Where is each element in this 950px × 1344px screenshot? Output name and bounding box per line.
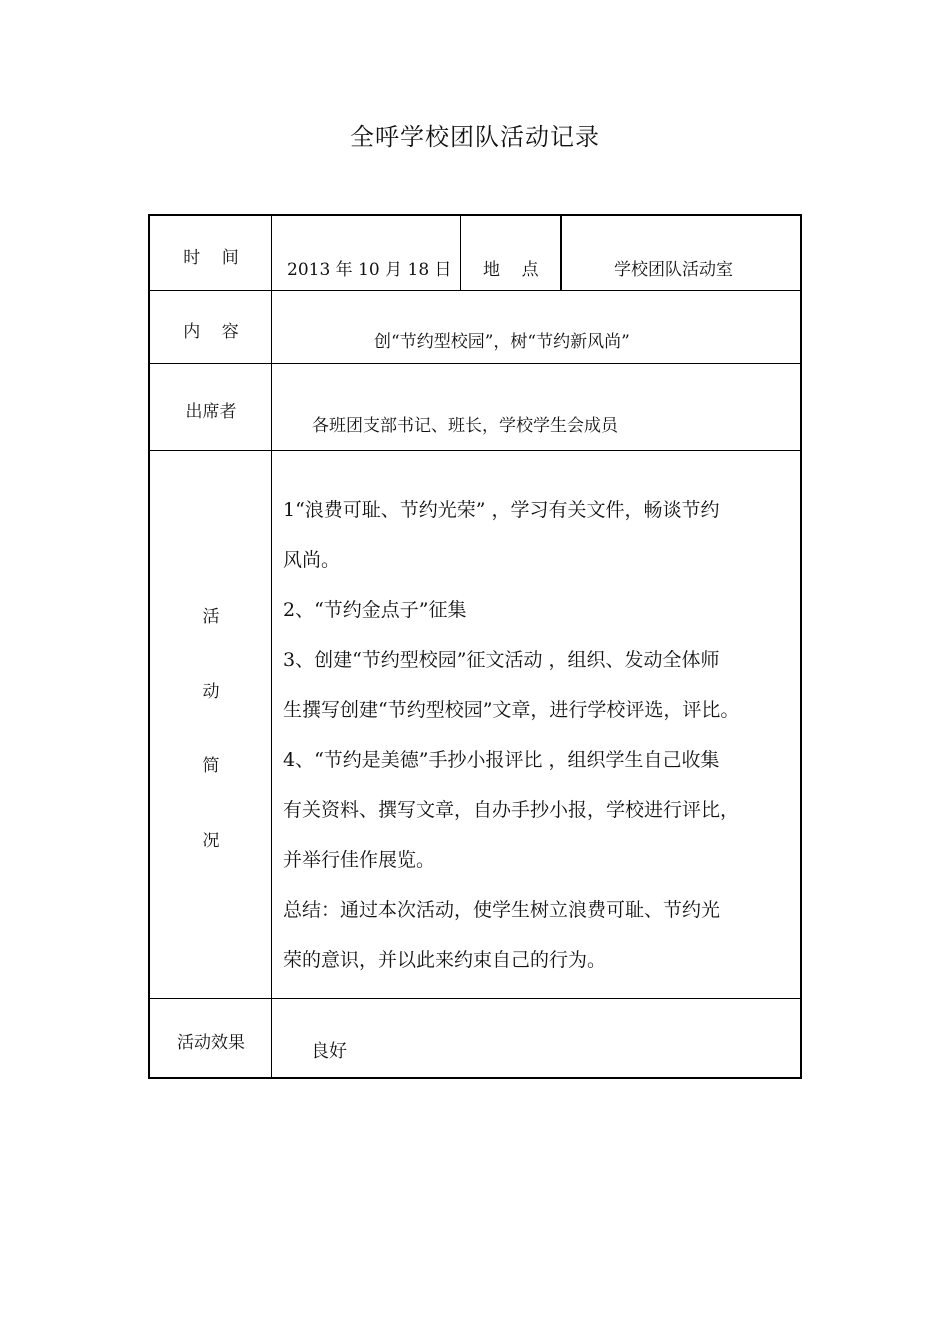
summary-body: [283, 490, 798, 990]
label-column-divider: [271, 214, 272, 1079]
summary-line: 4、“节约是美德”手抄小报评比 ，组织学生自己收集: [283, 749, 720, 771]
row-divider-2: [148, 363, 802, 364]
summary-label-char: 简: [202, 756, 220, 776]
summary-label-char: 动: [202, 682, 220, 702]
table-border-left: [148, 214, 150, 1079]
summary-line: 3、创建“节约型校园”征文活动 ，组织、发动全体师: [283, 649, 720, 671]
table-border-right: [800, 214, 802, 1079]
summary-label-char: 况: [202, 831, 220, 851]
summary-label-char: 活: [202, 607, 220, 627]
summary-line: 1“浪费可耻、节约光荣” ，学习有关文件，畅谈节约: [283, 499, 720, 521]
content-label: 内 容: [183, 322, 239, 342]
place-value: 学校团队活动室: [614, 260, 733, 280]
table-border-top: [148, 214, 802, 216]
time-label: 时 间: [183, 248, 239, 268]
summary-line: 并举行佳作展览。: [283, 849, 436, 871]
page-title: 全呼学校团队活动记录: [350, 123, 600, 151]
place-label: 地 点: [483, 260, 539, 280]
effect-label: 活动效果: [177, 1033, 245, 1053]
summary-line: 生撰写创建“节约型校园”文章，进行学校评选，评比。: [283, 699, 740, 721]
effect-value: 良好: [311, 1041, 347, 1062]
attendees-label: 出席者: [185, 402, 237, 422]
summary-line: 荣的意识，并以此来约束自己的行为。: [283, 949, 607, 971]
content-value: 创“节约型校园”，树“节约新风尚”: [374, 332, 630, 352]
summary-line: 风尚。: [283, 549, 341, 571]
summary-line: 总结：通过本次活动，使学生树立浪费可耻、节约光: [283, 899, 721, 921]
time-value: 2013 年 10 月 18 日: [287, 260, 452, 280]
attendees-value: 各班团支部书记、班长，学校学生会成员: [312, 416, 618, 436]
row-divider-4: [148, 998, 802, 999]
row-divider-1: [148, 290, 802, 291]
summary-line: 2、“节约金点子”征集: [283, 599, 467, 621]
time-place-divider: [460, 214, 461, 291]
table-border-bottom: [148, 1077, 802, 1079]
summary-line: 有关资料、撰写文章，自办手抄小报，学校进行评比，: [283, 799, 740, 821]
row-divider-3: [148, 450, 802, 451]
place-value-divider: [560, 214, 562, 291]
